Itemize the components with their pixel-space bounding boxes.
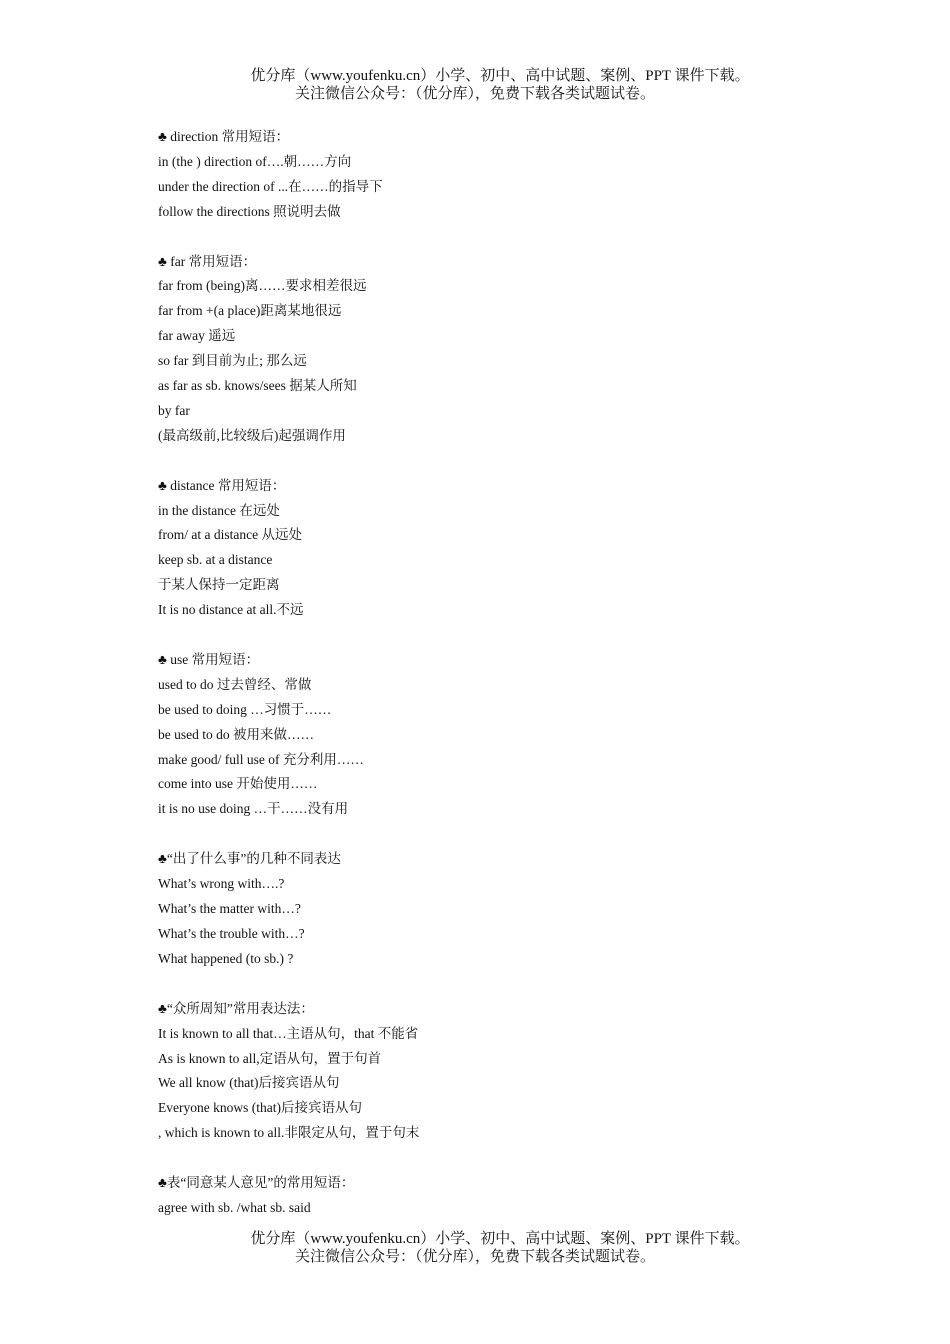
- section-title: ♣表“同意某人意见”的常用短语：: [158, 1175, 355, 1191]
- phrase-item: What’s wrong with….?: [158, 876, 285, 892]
- phrase-item: What’s the matter with…?: [158, 901, 301, 917]
- phrase-item: far away 遥远: [158, 328, 236, 344]
- phrase-item: It is no distance at all.不远: [158, 602, 304, 618]
- section-title: ♣“众所周知”常用表达法：: [158, 1000, 314, 1016]
- section-agree: [158, 1171, 858, 1221]
- section-distance: [158, 474, 858, 623]
- document-body: [158, 125, 858, 1246]
- phrase-item: as far as sb. knows/sees 据某人所知: [158, 378, 357, 394]
- phrase-item: follow the directions 照说明去做: [158, 203, 341, 219]
- phrase-item: it is no use doing …干……没有用: [158, 801, 349, 817]
- phrase-item: 于某人保持一定距离: [158, 577, 280, 593]
- page-header: [0, 67, 950, 103]
- section-use: [158, 648, 858, 822]
- phrase-item: so far 到目前为止; 那么远: [158, 353, 307, 369]
- phrase-item: agree with sb. /what sb. said: [158, 1199, 311, 1215]
- section-direction: [158, 125, 858, 225]
- section-title: ♣ distance 常用短语：: [158, 477, 286, 493]
- phrase-item: Everyone knows (that)后接宾语从句: [158, 1100, 362, 1116]
- section-title: ♣ far 常用短语：: [158, 253, 257, 269]
- section-whats-wrong: [158, 847, 858, 971]
- phrase-item: in the distance 在远处: [158, 502, 280, 518]
- phrase-item: We all know (that)后接宾语从句: [158, 1075, 340, 1091]
- section-title: ♣“出了什么事”的几种不同表达: [158, 851, 341, 867]
- phrase-item: (最高级前,比较级后)起强调作用: [158, 427, 346, 443]
- header-line-2: 关注微信公众号：（优分库），免费下载各类试题试卷。: [294, 86, 655, 102]
- phrase-item: As is known to all,定语从句，置于句首: [158, 1050, 382, 1066]
- phrase-item: What’s the trouble with…?: [158, 925, 305, 941]
- phrase-item: make good/ full use of 充分利用……: [158, 751, 364, 767]
- phrase-item: It is known to all that…主语从句，that 不能省: [158, 1025, 419, 1041]
- phrase-item: by far: [158, 402, 190, 418]
- phrase-item: keep sb. at a distance: [158, 552, 273, 568]
- phrase-item: used to do 过去曾经、常做: [158, 676, 312, 692]
- phrase-item: far from +(a place)距离某地很远: [158, 303, 342, 319]
- footer-line-2: 关注微信公众号：（优分库），免费下载各类试题试卷。: [294, 1249, 655, 1265]
- phrase-item: , which is known to all.非限定从句，置于句末: [158, 1125, 420, 1141]
- header-line-1: 优分库（www.youfenku.cn）小学、初中、高中试题、案例、PPT 课件下载。: [250, 68, 750, 84]
- phrase-item: be used to doing …习惯于……: [158, 701, 332, 717]
- section-title: ♣ direction 常用短语：: [158, 129, 290, 144]
- phrase-item: from/ at a distance 从远处: [158, 527, 302, 543]
- phrase-item: be used to do 被用来做……: [158, 726, 314, 742]
- phrase-item: under the direction of ...在……的指导下: [158, 178, 383, 194]
- section-title: ♣ use 常用短语：: [158, 652, 260, 668]
- phrase-item: come into use 开始使用……: [158, 776, 318, 792]
- phrase-item: What happened (to sb.) ?: [158, 950, 294, 966]
- footer-line-1: 优分库（www.youfenku.cn）小学、初中、高中试题、案例、PPT 课件下载。: [250, 1231, 750, 1247]
- section-known-to-all: [158, 997, 858, 1146]
- phrase-item: in (the ) direction of….朝……方向: [158, 153, 352, 169]
- page-footer: [0, 1230, 950, 1266]
- phrase-item: far from (being)离……要求相差很远: [158, 278, 367, 294]
- section-far: [158, 250, 858, 449]
